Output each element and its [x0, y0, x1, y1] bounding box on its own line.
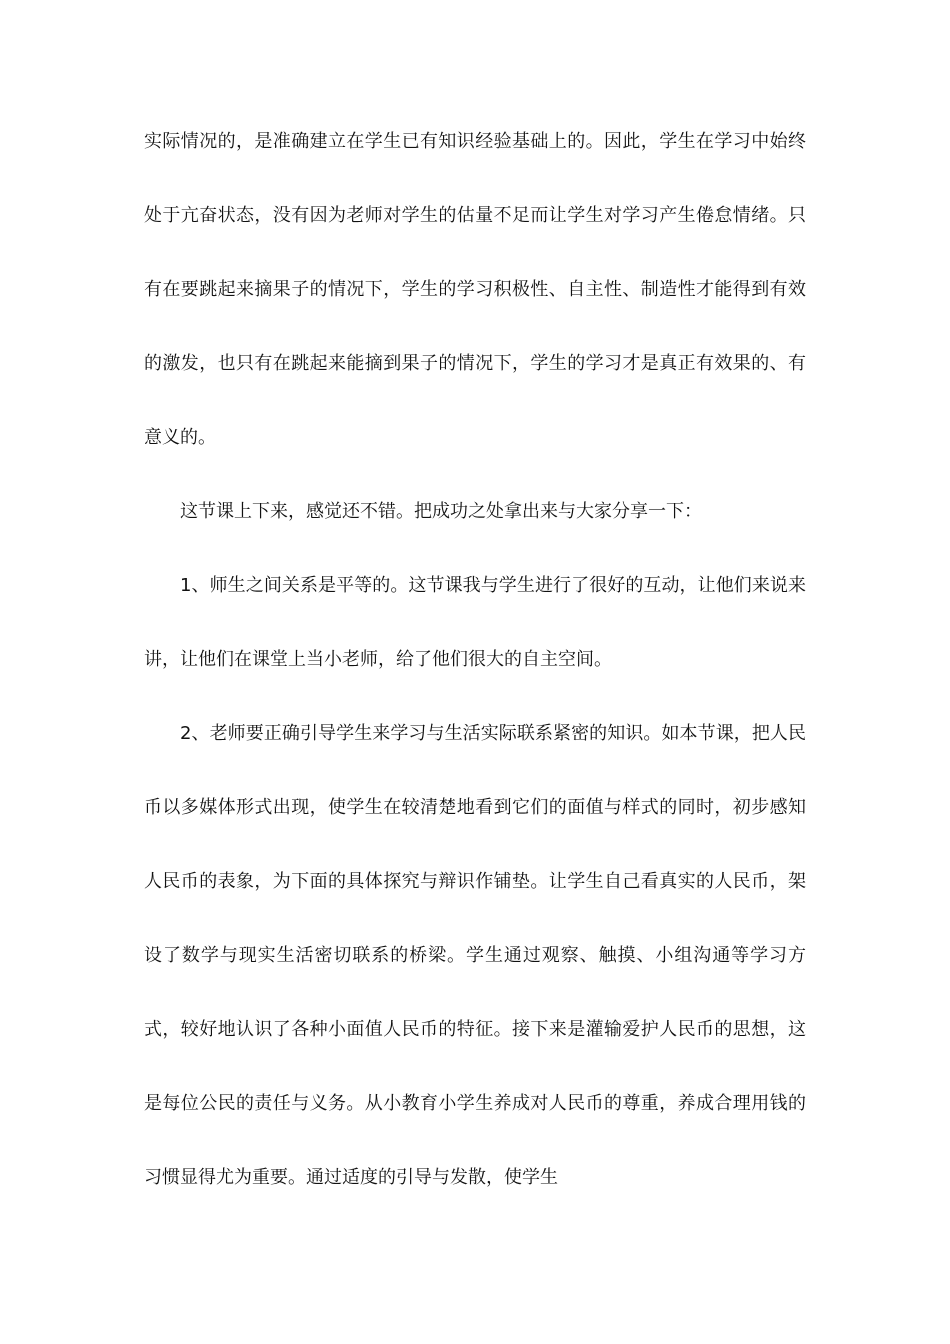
paragraph-4: 2、老师要正确引导学生来学习与生活实际联系紧密的知识。如本节课，把人民币以多媒体形式出现，使学生在较清楚地看到它们的面值与样式的同时，初步感知人民币的表象，为下面的具体探究与辩识作铺垫。让学生自己看真实的人民币，架设了数学与现实生活密切联系的桥梁。学生通过观察、触摸、小组沟通等学习方式，较好地认识了各种小面值人民币的特征。接下来是灌输爱护人民币的思想，这是每位公民的责任与义务。从小教育小学生养成对人民币的尊重，养成合理用钱的习惯显得尤为重要。通过适度的引导与发散，使学生 [144, 723, 806, 1188]
document-body [144, 133, 806, 1215]
paragraph-1: 实际情况的，是准确建立在学生已有知识经验基础上的。因此，学生在学习中始终处于亢奋状态，没有因为老师对学生的估量不足而让学生对学习产生倦怠情绪。只有在要跳起来摘果子的情况下，学生的学习积极性、自主性、制造性才能得到有效的激发，也只有在跳起来能摘到果子的情况下，学生的学习才是真正有效果的、有意义的。 [144, 131, 806, 448]
paragraph-2: 这节课上下来，感觉还不错。把成功之处拿出来与大家分享一下： [180, 501, 702, 522]
paragraph-3: 1、师生之间关系是平等的。这节课我与学生进行了很好的互动，让他们来说来讲，让他们在课堂上当小老师，给了他们很大的自主空间。 [144, 575, 806, 670]
